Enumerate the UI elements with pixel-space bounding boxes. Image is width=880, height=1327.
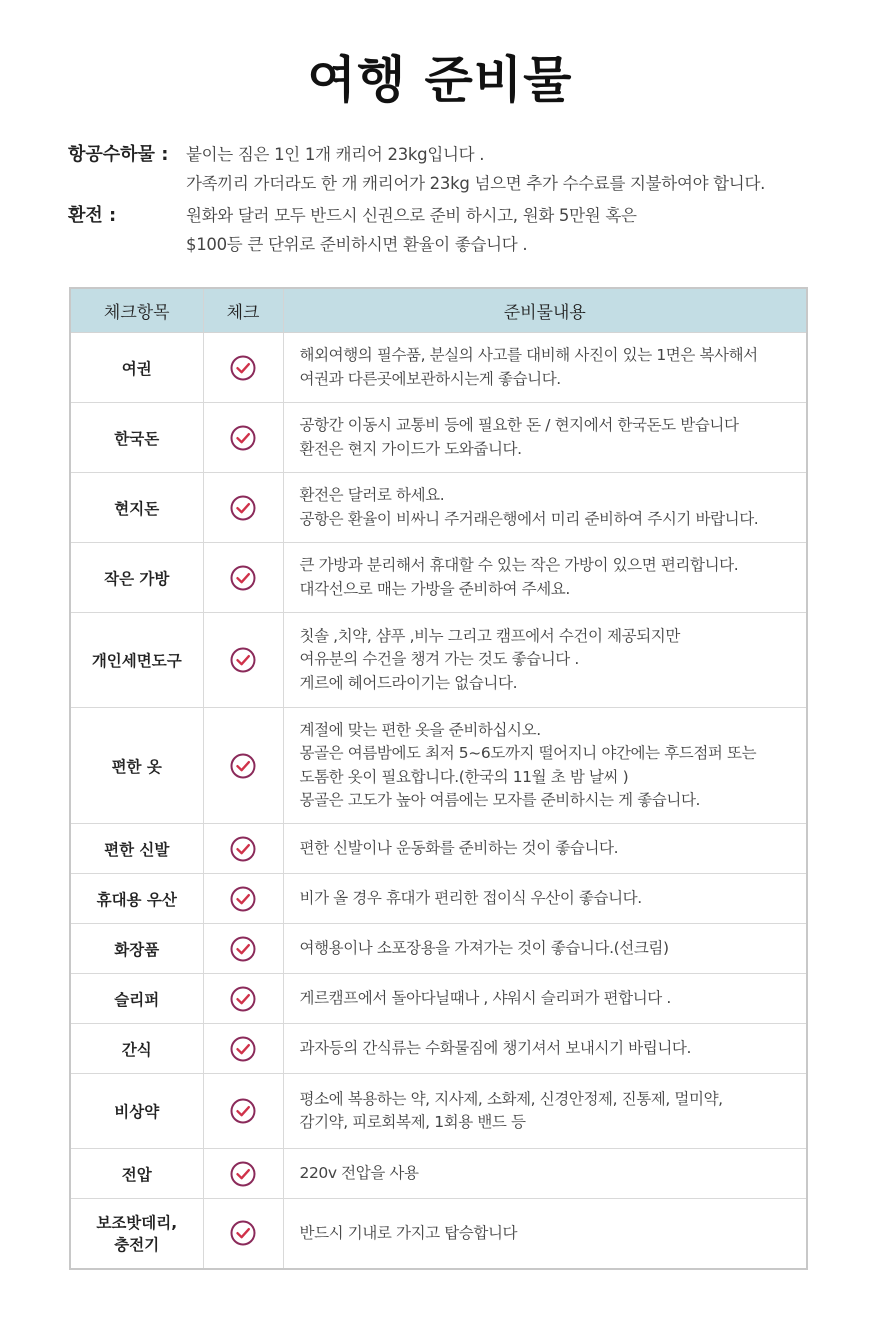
item-description	[283, 403, 807, 473]
table-body	[70, 333, 807, 1269]
info-section	[68, 140, 828, 259]
item-description	[283, 924, 807, 974]
info-label: 환전 :	[68, 205, 117, 226]
description-line: 감기약, 피로회복제, 1회용 밴드 등	[299, 1113, 526, 1131]
check-circle-icon[interactable]	[230, 1098, 256, 1124]
check-circle-icon[interactable]	[230, 647, 256, 673]
table-row	[70, 333, 807, 403]
info-line: 원화와 달러 모두 반드시 신권으로 준비 하시고, 원화 5만원 혹은	[186, 206, 637, 225]
check-circle-icon[interactable]	[230, 1036, 256, 1062]
item-description	[283, 1074, 807, 1149]
check-circle-icon[interactable]	[230, 936, 256, 962]
item-name: 작은 가방	[70, 543, 203, 613]
info-line: $100등 큰 단위로 준비하시면 환율이 좋습니다 .	[186, 235, 528, 254]
info-label: 항공수하물 :	[68, 144, 169, 165]
description-line: 환전은 달러로 하세요.	[299, 486, 445, 504]
description-line: 해외여행의 필수품, 분실의 사고를 대비해 사진이 있는 1면은 복사해서	[299, 346, 758, 364]
page-title: 여행 준비물	[307, 51, 573, 109]
description-line: 도톰한 옷이 필요합니다.(한국의 11월 초 밤 날씨 )	[299, 767, 629, 786]
check-cell[interactable]	[203, 333, 283, 403]
description-line: 큰 가방과 분리해서 휴대할 수 있는 작은 가방이 있으면 편리합니다.	[299, 556, 739, 574]
info-text	[186, 201, 637, 259]
description-line: 게르캠프에서 돌아다닐때나 , 샤워시 슬리퍼가 편합니다 .	[299, 988, 671, 1007]
table-row	[70, 1024, 807, 1074]
table-row	[70, 824, 807, 874]
header-check: 체크	[203, 288, 283, 333]
description-line: 비가 올 경우 휴대가 편리한 접이식 우산이 좋습니다.	[299, 888, 642, 907]
item-name: 슬리퍼	[70, 974, 203, 1024]
description-line: 칫솔 ,치약, 샴푸 ,비누 그리고 캠프에서 수건이 제공되지만	[299, 626, 680, 645]
item-name: 현지돈	[70, 473, 203, 543]
description-line: 대각선으로 매는 가방을 준비하여 주세요.	[299, 579, 570, 598]
check-circle-icon[interactable]	[230, 836, 256, 862]
item-name: 한국돈	[70, 403, 203, 473]
header-desc: 준비물내용	[283, 288, 807, 333]
check-circle-icon[interactable]	[230, 753, 256, 779]
item-description	[283, 333, 807, 403]
check-cell[interactable]	[203, 473, 283, 543]
check-cell[interactable]	[203, 974, 283, 1024]
check-cell[interactable]	[203, 543, 283, 613]
item-name: 전압	[70, 1149, 203, 1199]
description-line: 평소에 복용하는 약, 지사제, 소화제, 신경안정제, 진통제, 멀미약,	[299, 1089, 723, 1108]
item-name: 여권	[70, 333, 203, 403]
item-name: 비상약	[70, 1074, 203, 1149]
item-name: 편한 옷	[70, 708, 203, 824]
check-circle-icon[interactable]	[230, 565, 256, 591]
check-circle-icon[interactable]	[230, 495, 256, 521]
info-line: 가족끼리 가더라도 한 개 캐리어가 23kg 넘으면 추가 수수료를 지불하여야 합니다.	[186, 174, 766, 193]
item-description	[283, 473, 807, 543]
description-line: 몽골은 여름밤에도 최저 5~6도까지 떨어지니 야간에는 후드점퍼 또는	[299, 744, 757, 762]
item-name: 화장품	[70, 924, 203, 974]
table-row	[70, 1074, 807, 1149]
description-line: 편한 신발이나 운동화를 준비하는 것이 좋습니다.	[299, 838, 619, 857]
description-line: 여권과 다른곳에보관하시는게 좋습니다.	[299, 369, 561, 388]
check-cell[interactable]	[203, 874, 283, 924]
item-description	[283, 1024, 807, 1074]
item-name: 개인세면도구	[70, 613, 203, 708]
description-line: 공항간 이동시 교통비 등에 필요한 돈 / 현지에서 한국돈도 받습니다	[299, 416, 739, 434]
description-line: 몽골은 고도가 높아 여름에는 모자를 준비하시는 게 좋습니다.	[299, 791, 701, 809]
table-row	[70, 473, 807, 543]
description-line: 게르에 헤어드라이기는 없습니다.	[299, 673, 518, 692]
item-description	[283, 874, 807, 924]
table-row	[70, 613, 807, 708]
info-row-baggage	[68, 140, 828, 198]
table-row	[70, 874, 807, 924]
info-line: 붙이는 짐은 1인 1개 캐리어 23kg입니다 .	[186, 145, 485, 164]
item-description	[283, 974, 807, 1024]
check-cell[interactable]	[203, 924, 283, 974]
check-circle-icon[interactable]	[230, 1220, 256, 1246]
info-row-exchange	[68, 201, 828, 259]
table-header-row	[70, 288, 807, 333]
check-cell[interactable]	[203, 824, 283, 874]
description-line: 여유분의 수건을 챙겨 가는 것도 좋습니다 .	[299, 650, 579, 669]
description-line: 반드시 기내로 가지고 탑승합니다	[299, 1223, 518, 1242]
check-cell[interactable]	[203, 613, 283, 708]
item-name: 편한 신발	[70, 824, 203, 874]
item-name: 휴대용 우산	[70, 874, 203, 924]
item-description	[283, 824, 807, 874]
table-row	[70, 924, 807, 974]
check-circle-icon[interactable]	[230, 1161, 256, 1187]
description-line: 과자등의 간식류는 수화물짐에 챙기셔서 보내시기 바립니다.	[299, 1038, 691, 1057]
check-cell[interactable]	[203, 403, 283, 473]
check-circle-icon[interactable]	[230, 886, 256, 912]
check-circle-icon[interactable]	[230, 425, 256, 451]
check-cell[interactable]	[203, 1074, 283, 1149]
table-row	[70, 403, 807, 473]
item-description	[283, 1149, 807, 1199]
description-line: 환전은 현지 가이드가 도와줍니다.	[299, 439, 522, 458]
item-description	[283, 543, 807, 613]
table-row	[70, 543, 807, 613]
check-cell[interactable]	[203, 1149, 283, 1199]
description-line: 계절에 맞는 편한 옷을 준비하십시오.	[299, 720, 541, 739]
check-circle-icon[interactable]	[230, 986, 256, 1012]
check-circle-icon[interactable]	[230, 355, 256, 381]
check-cell[interactable]	[203, 1024, 283, 1074]
description-line: 220v 전압을 사용	[299, 1163, 419, 1182]
description-line: 여행용이나 소포장용을 가져가는 것이 좋습니다.(선크림)	[299, 938, 669, 957]
item-description	[283, 613, 807, 708]
info-text	[186, 140, 765, 198]
header-item: 체크항목	[70, 288, 203, 333]
item-name: 보조밧데리, 충전기	[70, 1199, 203, 1269]
description-line: 공항은 환율이 비싸니 주거래은행에서 미리 준비하여 주시기 바랍니다.	[299, 509, 759, 528]
check-cell[interactable]	[203, 1199, 283, 1269]
item-description	[283, 1199, 807, 1269]
check-cell[interactable]	[203, 708, 283, 824]
item-description	[283, 708, 807, 824]
table-row	[70, 1199, 807, 1269]
table-row	[70, 1149, 807, 1199]
item-name: 간식	[70, 1024, 203, 1074]
table-row	[70, 974, 807, 1024]
checklist-table	[69, 287, 808, 1270]
table-row	[70, 708, 807, 824]
